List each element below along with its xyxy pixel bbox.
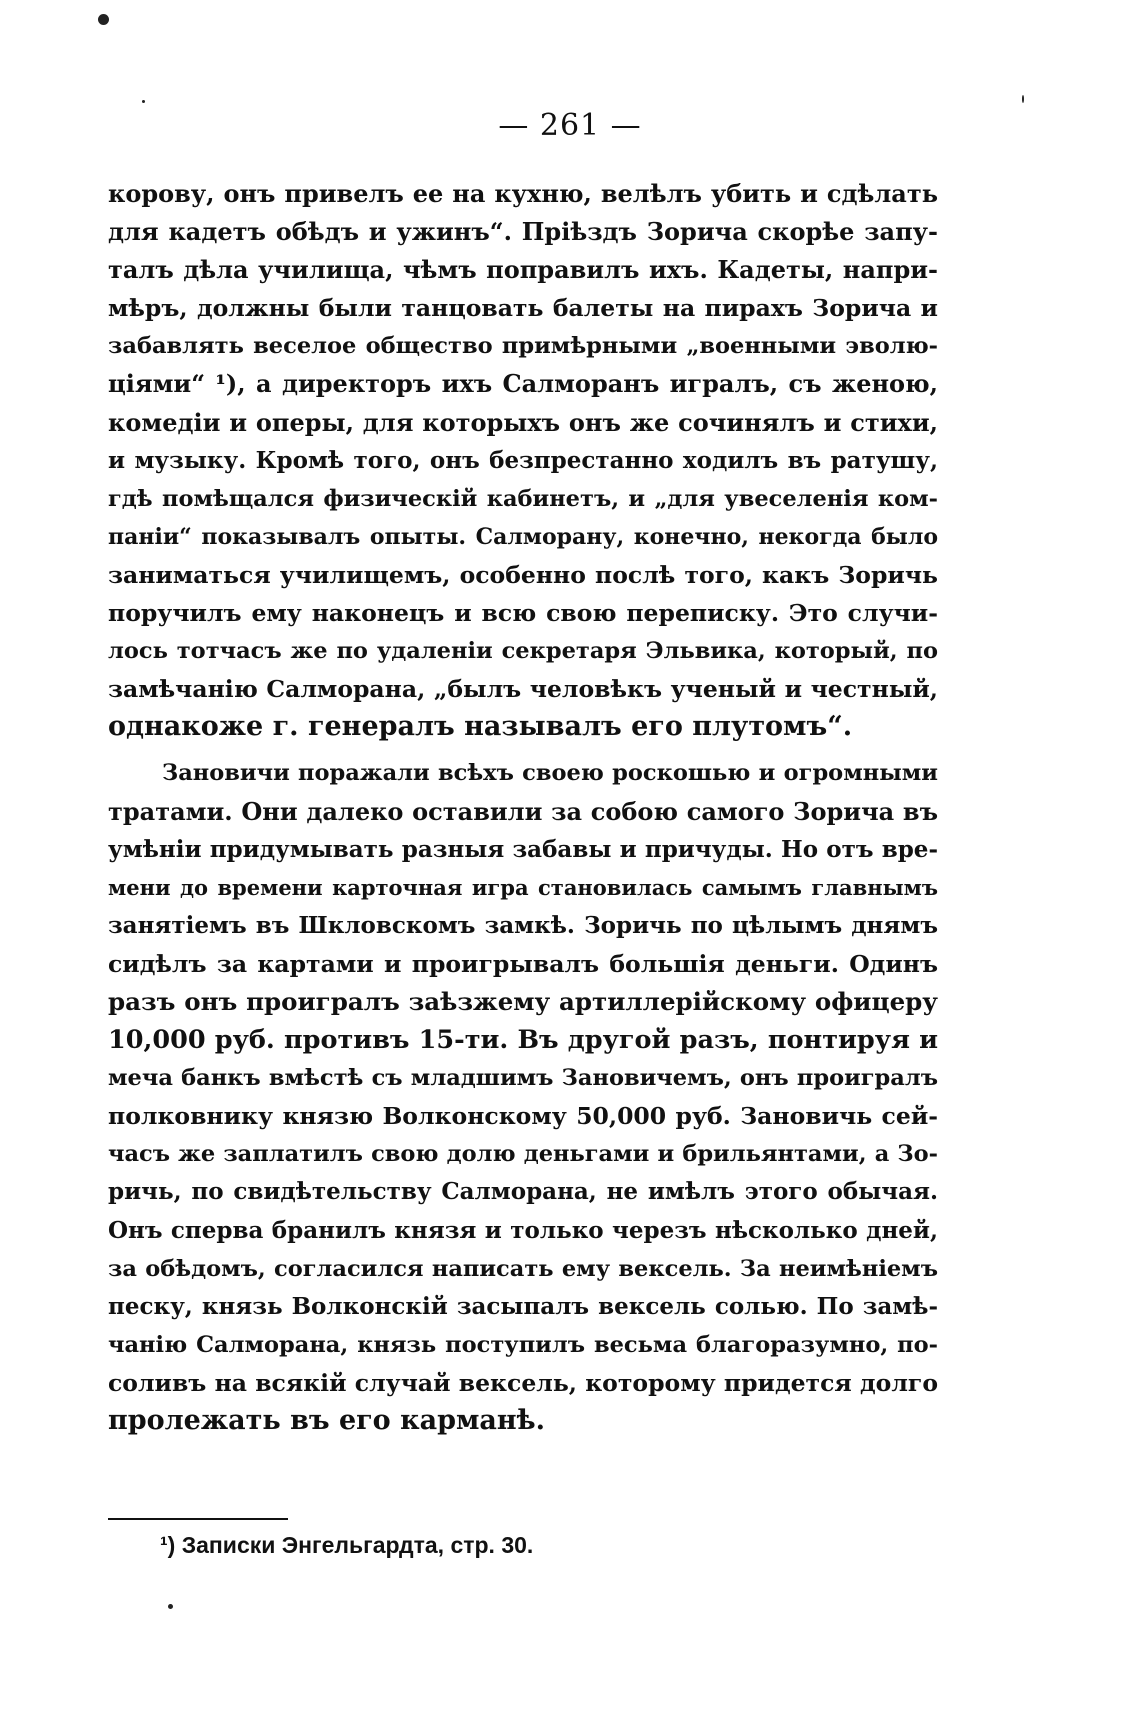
text-line: для кадетъ обѣдъ и ужинъ“. Пріѣздъ Зорича скорѣе запу- xyxy=(108,217,938,247)
text-line: чанію Салморана, князь поступилъ весьма благоразумно, по- xyxy=(108,1331,938,1358)
ink-speck xyxy=(1022,95,1024,103)
footnote-text: Записки Энгельгардта, стр. 30. xyxy=(181,1532,534,1558)
text-line: соливъ на всякій случай вексель, которому придется долго xyxy=(108,1368,938,1397)
text-line: корову, онъ привелъ ее на кухню, велѣлъ убить и сдѣлать xyxy=(108,179,938,208)
text-line: Онъ сперва бранилъ князя и только черезъ нѣсколько дней, xyxy=(108,1216,938,1244)
text-line: умѣніи придумывать разныя забавы и причуды. Но отъ вре- xyxy=(108,835,938,863)
text-line: за обѣдомъ, согласился написать ему вексель. За неимѣніемъ xyxy=(108,1255,938,1282)
text-line: Зановичи поражали всѣхъ своею роскошью и огромными xyxy=(162,760,938,787)
text-line: и музыку. Кромѣ того, онъ безпрестанно ходилъ въ ратушу, xyxy=(108,446,938,474)
text-line: тратами. Они далеко оставили за собою самого Зорича въ xyxy=(108,796,938,826)
text-line: пролежать въ его карманѣ. xyxy=(108,1405,546,1436)
text-line: занятіемъ въ Шкловскомъ замкѣ. Зоричь по цѣлымъ днямъ xyxy=(108,911,938,939)
paragraph-gap xyxy=(108,746,938,754)
ink-speck xyxy=(142,100,145,103)
main-text xyxy=(108,175,938,1440)
text-line: мѣръ, должны были танцовать балеты на пирахъ Зорича и xyxy=(108,294,938,323)
text-line: комедіи и оперы, для которыхъ онъ же сочинялъ и стихи, xyxy=(108,407,938,437)
paragraph-2 xyxy=(108,754,938,1440)
page-number: — 261 — xyxy=(498,108,642,143)
text-line: поручилъ ему наконецъ и всю свою переписку. Это случи- xyxy=(108,599,938,628)
text-line: часъ же заплатилъ свою долю деньгами и брильянтами, а Зо- xyxy=(108,1141,938,1168)
ink-speck xyxy=(168,1604,173,1609)
text-line: песку, князь Волконскій засыпалъ вексель солью. По замѣ- xyxy=(108,1292,938,1320)
text-line: 10,000 руб. противъ 15-ти. Въ другой разъ, понтируя и xyxy=(108,1025,938,1056)
text-line: разъ онъ проигралъ заѣзжему артиллерійскому офицеру xyxy=(108,986,938,1016)
footnote-divider xyxy=(108,1518,288,1520)
footnote-marker: ¹) xyxy=(160,1532,176,1558)
text-line: паніи“ показывалъ опыты. Салморану, конечно, некогда было xyxy=(108,523,938,550)
text-line: лось тотчасъ же по удаленіи секретаря Эльвика, который, по xyxy=(108,638,938,665)
text-line: меча банкъ вмѣстѣ съ младшимъ Зановичемъ, онъ проигралъ xyxy=(108,1065,938,1092)
text-line: ричь, по свидѣтельству Салморана, не имѣлъ этого обычая. xyxy=(108,1178,938,1206)
footnote xyxy=(160,1532,533,1559)
text-line: забавлять веселое общество примѣрными „военными эволю- xyxy=(108,333,938,360)
text-line: гдѣ помѣщался физическій кабинетъ, и „для увеселенія ком- xyxy=(108,485,938,512)
text-line: замѣчанію Салморана, „былъ человѣкъ ученый и честный, xyxy=(108,675,938,704)
text-line: талъ дѣла училища, чѣмъ поправилъ ихъ. Кадеты, напри- xyxy=(108,255,938,285)
text-line: однакоже г. генералъ называлъ его плутомъ“. xyxy=(108,711,853,743)
text-line: мени до времени карточная игра становилась самымъ главнымъ xyxy=(108,874,938,900)
text-line: сидѣлъ за картами и проигрывалъ большія деньги. Одинъ xyxy=(108,949,938,978)
paragraph-1 xyxy=(108,175,938,746)
text-line: ціями“ ¹), а директоръ ихъ Салморанъ игралъ, съ женою, xyxy=(108,369,938,399)
ink-speck xyxy=(98,14,109,25)
text-line: полковнику князю Волконскому 50,000 руб. Зановичь сей- xyxy=(108,1102,938,1131)
text-line: заниматься училищемъ, особенно послѣ того, какъ Зоричь xyxy=(108,560,938,589)
